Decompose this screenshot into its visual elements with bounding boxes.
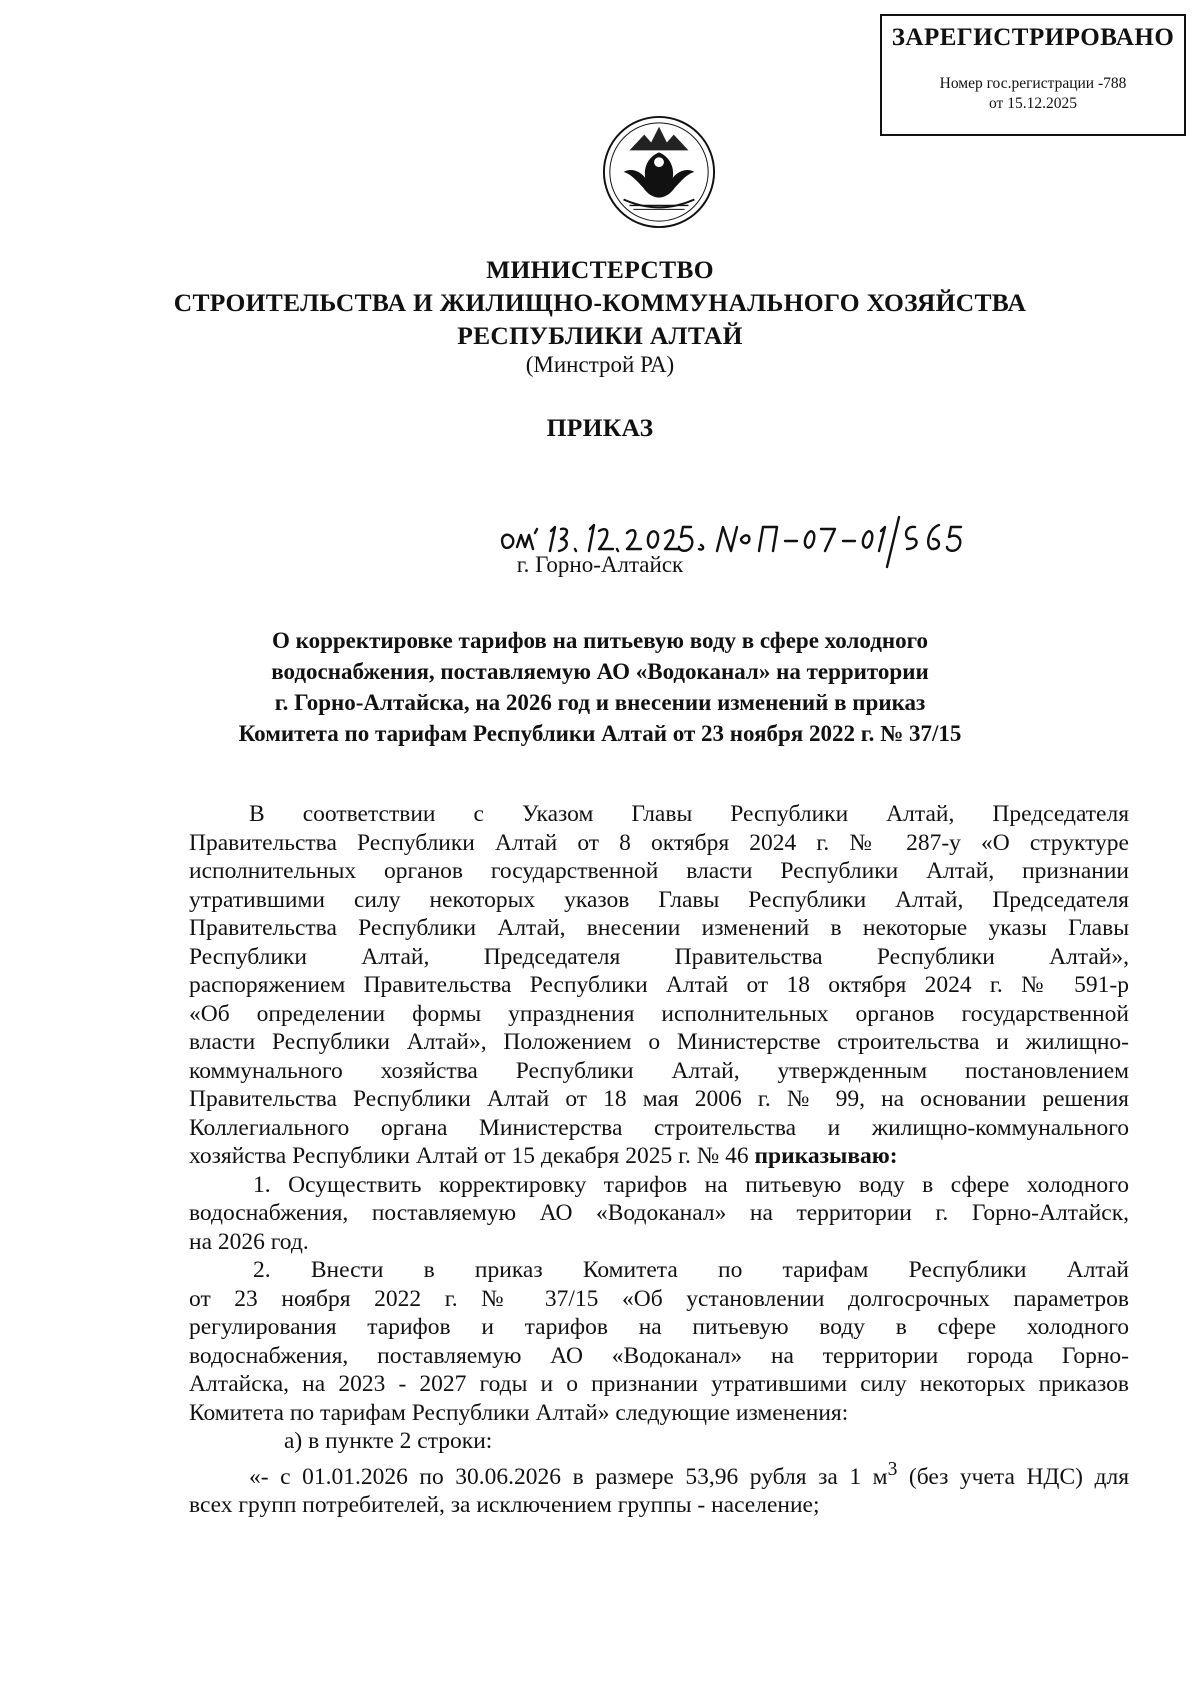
ministry-title-line2: СТРОИТЕЛЬСТВА И ЖИЛИЩНО-КОММУНАЛЬНОГО ХОЗЯЙСТВА	[173, 288, 1027, 317]
body-line: В соответствии с Указом Главы Республики Алтай, Председателя	[249, 801, 1129, 827]
quote-line: всех групп потребителей, за исключением группы - население;	[189, 1491, 820, 1518]
quote-line	[189, 1456, 1129, 1491]
body-line: исполнительных органов государственной власти Республики Алтай, признании	[189, 858, 1129, 884]
body-line: утратившими силу некоторых указов Главы Республики Алтай, Председателя	[189, 886, 1129, 913]
quote-text: «- с 01.01.2026 по 30.06.2026 в размере 53,96 рубля за 1 м	[249, 1463, 888, 1490]
item1-line: на 2026 год.	[189, 1228, 309, 1255]
body-line: «Об определении формы упразднения исполнительных органов государственной	[189, 1000, 1129, 1027]
item2-line: 2. Внести в приказ Комитета по тарифам Республики Алтай	[253, 1257, 1129, 1283]
subitem-a: а) в пункте 2 строки:	[284, 1428, 493, 1454]
body-line: власти Республики Алтай», Положением о Министерстве строительства и жилищно-	[189, 1029, 1129, 1055]
ministry-title-line1: МИНИСТЕРСТВО	[486, 255, 714, 284]
subject-line1: О корректировке тарифов на питьевую воду в сфере холодного	[272, 628, 928, 653]
subject-line4: Комитета по тарифам Республики Алтай от 23 ноября 2022 г. № 37/15	[238, 721, 962, 746]
item2-line: Комитета по тарифам Республики Алтай» следующие изменения:	[189, 1399, 849, 1426]
stamp-registration-date: от 15.12.2025	[989, 95, 1077, 112]
order-verb: приказываю:	[754, 1143, 898, 1169]
body-text: хозяйства Республики Алтай от 15 декабря 2025 г. № 46	[189, 1143, 755, 1169]
item2-line: регулирования тарифов и тарифов на питьевую воду в сфере холодного	[189, 1314, 1129, 1340]
document-type: ПРИКАЗ	[546, 413, 654, 442]
subject-line3: г. Горно-Алтайска, на 2026 год и внесении изменений в приказ	[274, 690, 926, 715]
item2-line: водоснабжения, поставляемую АО «Водоканал» на территории города Горно-	[189, 1342, 1129, 1369]
stamp-registration-number: Номер гос.регистрации -788	[939, 75, 1127, 92]
document-body	[189, 800, 1129, 1519]
cubic-superscript: 3	[887, 1458, 898, 1480]
stamp-title: ЗАРЕГИСТРИРОВАНО	[891, 24, 1175, 51]
registration-stamp	[880, 14, 1186, 136]
body-line-final	[189, 1142, 1129, 1171]
subject-line2: водоснабжения, поставляемую АО «Водоканал» на территории	[271, 659, 929, 684]
ministry-short-name: (Минстрой РА)	[525, 352, 675, 377]
body-line: Коллегиального органа Министерства строительства и жилищно-коммунального	[189, 1114, 1129, 1141]
body-line: коммунального хозяйства Республики Алтай, утвержденным постановлением	[189, 1057, 1129, 1084]
item1-line: 1. Осуществить корректировку тарифов на питьевую воду в сфере холодного	[253, 1171, 1129, 1198]
body-line: Правительства Республики Алтай, внесении изменений в некоторые указы Главы	[189, 915, 1129, 941]
body-line: Правительства Республики Алтай от 18 мая 2006 г. № 99, на основании решения	[189, 1086, 1129, 1112]
body-line: Республики Алтай, Председателя Правительства Республики Алтай»,	[189, 943, 1129, 970]
item1-line: водоснабжения, поставляемую АО «Водоканал» на территории г. Горно-Алтайск,	[189, 1200, 1129, 1226]
body-line: распоряжением Правительства Республики Алтай от 18 октября 2024 г. № 591-р	[189, 972, 1129, 998]
quote-text: (без учета НДС) для	[897, 1463, 1129, 1490]
item2-line: Алтайска, на 2023 - 2027 годы и о признании утратившими силу некоторых приказов	[189, 1371, 1129, 1397]
item2-line: от 23 ноября 2022 г. № 37/15 «Об установлении долгосрочных параметров	[189, 1285, 1129, 1312]
body-line: Правительства Республики Алтай от 8 октября 2024 г. № 287-у «О структуре	[189, 829, 1129, 856]
ministry-title-line3: РЕСПУБЛИКИ АЛТАЙ	[457, 321, 743, 350]
city: г. Горно-Алтайск	[516, 552, 684, 577]
coat-of-arms-emblem	[600, 113, 718, 231]
